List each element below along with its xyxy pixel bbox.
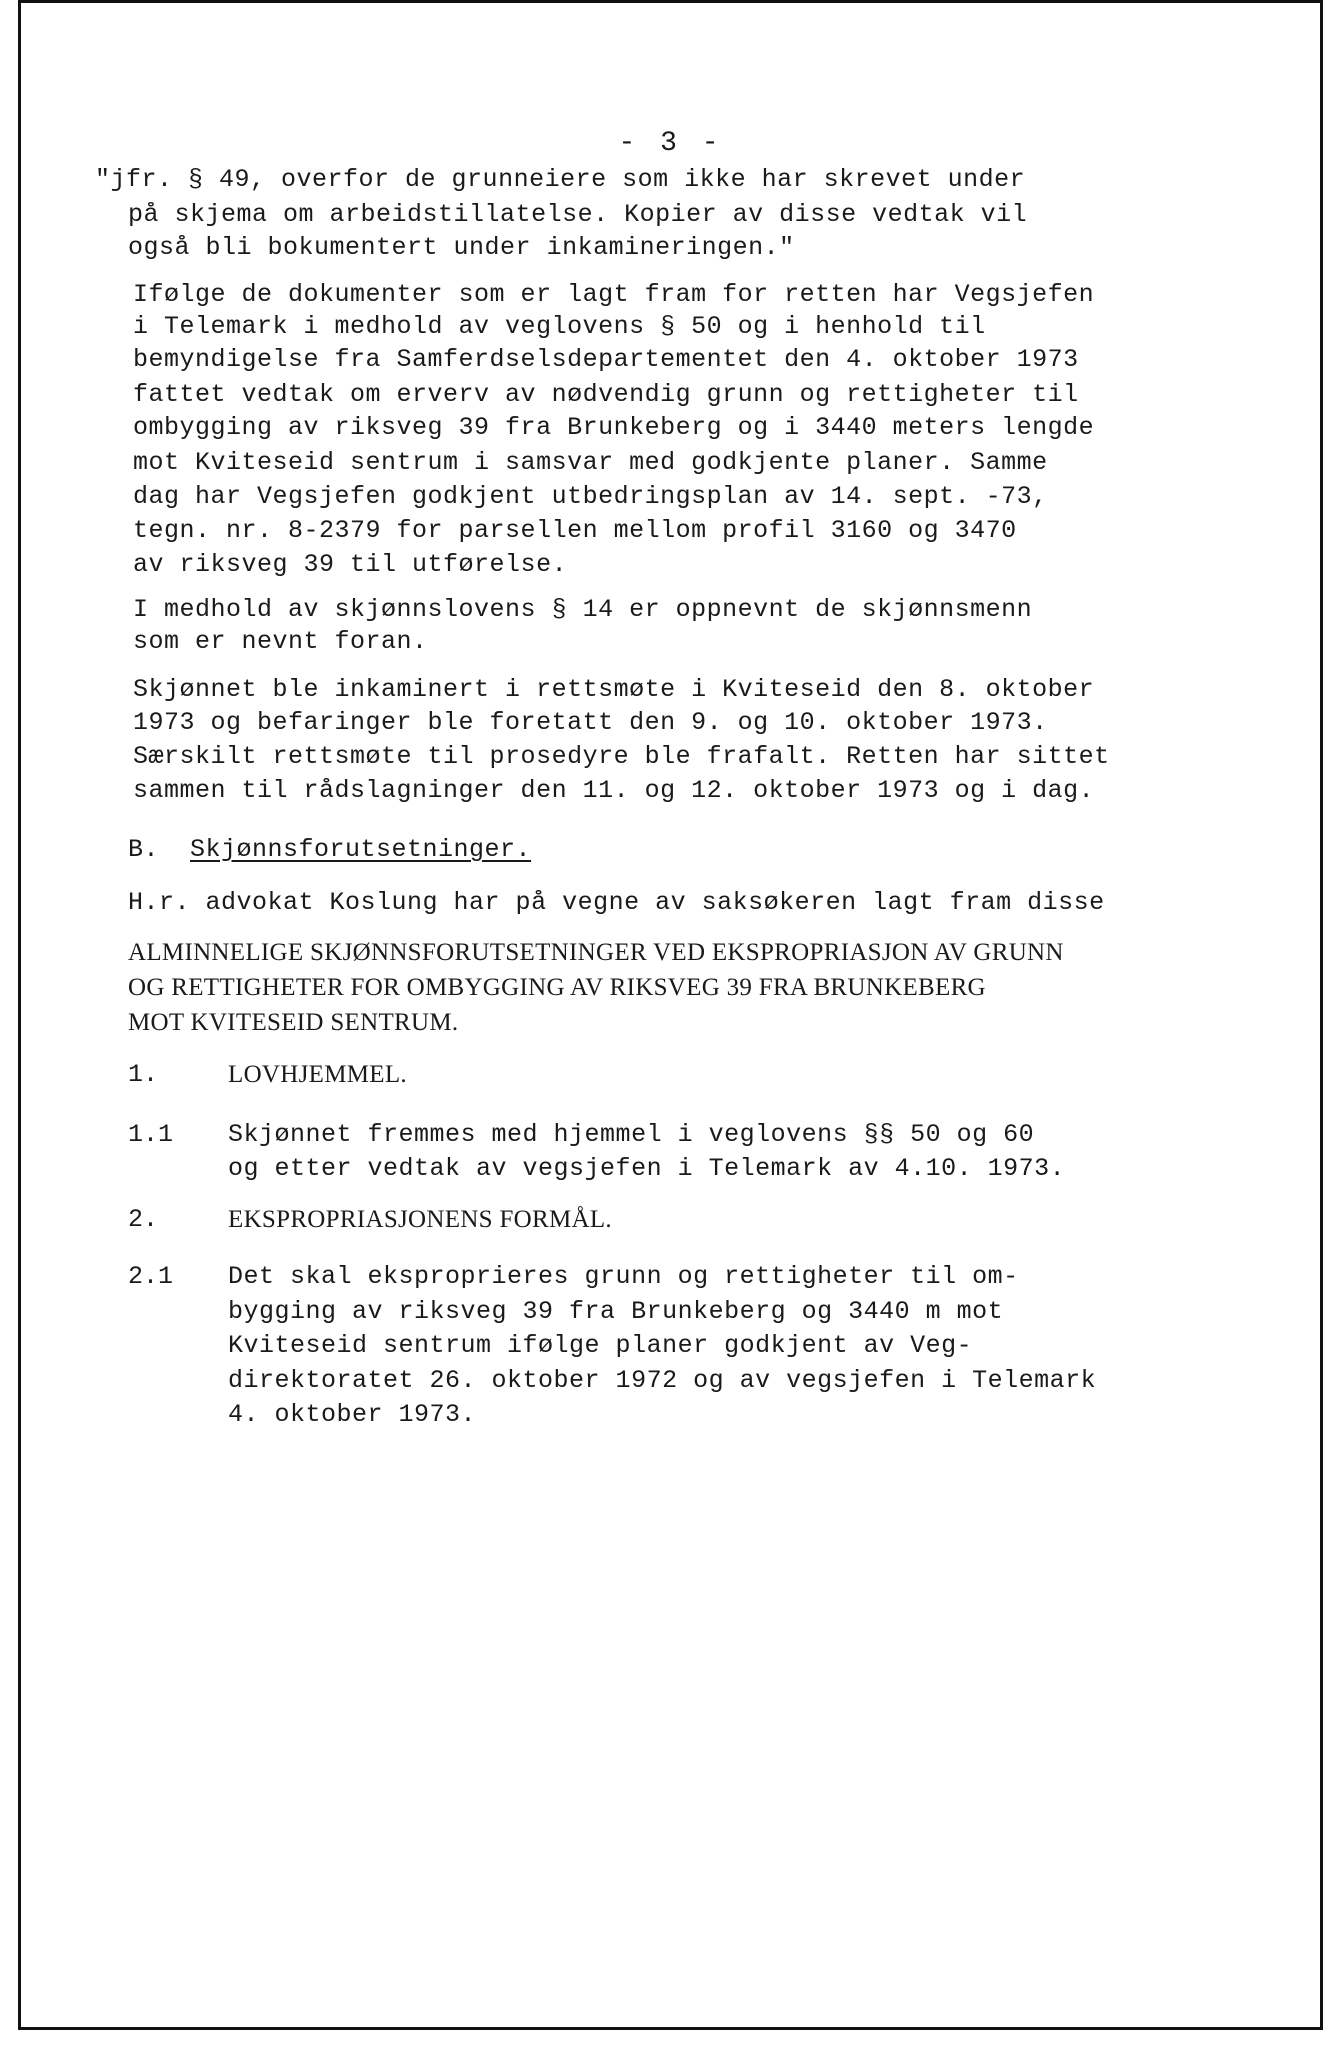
- item-2-1-line-3: Kviteseid sentrum ifølge planer godkjent av Veg-: [228, 1331, 973, 1360]
- item-1-heading: LOVHJEMMEL.: [228, 1061, 407, 1088]
- item-2-1-number: 2.1: [128, 1262, 174, 1291]
- paragraph-3-line-1: Skjønnet ble inkaminert i rettsmøte i Kviteseid den 8. oktober: [133, 675, 1095, 704]
- item-2-1-line-4: direktoratet 26. oktober 1972 og av vegsjefen i Telemark: [228, 1366, 1097, 1395]
- item-2-heading: EKSPROPRIASJONENS FORMÅL.: [228, 1206, 612, 1233]
- paragraph-2-line-2: som er nevnt foran.: [133, 627, 428, 656]
- item-2-1-line-5: 4. oktober 1973.: [228, 1400, 477, 1429]
- quote-line-2: på skjema om arbeidstillatelse. Kopier av disse vedtak vil: [128, 200, 1028, 229]
- item-1-1-line-2: og etter vedtak av vegsjefen i Telemark av 4.10. 1973.: [228, 1154, 1066, 1183]
- paragraph-1-line-9: av riksveg 39 til utførelse.: [133, 550, 568, 579]
- paragraph-1-line-4: fattet vedtak om erverv av nødvendig grunn og rettigheter til: [133, 380, 1079, 409]
- paragraph-3-line-4: sammen til rådslagninger den 11. og 12. oktober 1973 og i dag.: [133, 776, 1095, 805]
- paragraph-3-line-2: 1973 og befaringer ble foretatt den 9. og 10. oktober 1973.: [133, 708, 1048, 737]
- item-1-number: 1.: [128, 1060, 159, 1089]
- paragraph-1-line-8: tegn. nr. 8-2379 for parsellen mellom profil 3160 og 3470: [133, 516, 1017, 545]
- paragraph-1-line-6: mot Kviteseid sentrum i samsvar med godkjente planer. Samme: [133, 448, 1048, 477]
- caps-heading-line-2: OG RETTIGHETER FOR OMBYGGING AV RIKSVEG 39 FRA BRUNKEBERG: [128, 974, 986, 1001]
- paragraph-1-line-1: Ifølge de dokumenter som er lagt fram for retten har Vegsjefen: [133, 280, 1095, 309]
- section-b-title: Skjønnsforutsetninger.: [190, 835, 532, 864]
- paragraph-1-line-7: dag har Vegsjefen godkjent utbedringsplan av 14. sept. -73,: [133, 482, 1048, 511]
- item-2-number: 2.: [128, 1205, 159, 1234]
- item-1-1-number: 1.1: [128, 1120, 174, 1149]
- paragraph-3-line-3: Særskilt rettsmøte til prosedyre ble frafalt. Retten har sittet: [133, 742, 1110, 771]
- item-1-1-line-1: Skjønnet fremmes med hjemmel i veglovens §§ 50 og 60: [228, 1120, 1035, 1149]
- quote-line-1: "jfr. § 49, overfor de grunneiere som ikke har skrevet under: [95, 165, 1026, 194]
- paragraph-1-line-2: i Telemark i medhold av veglovens § 50 og i henhold til: [133, 312, 986, 341]
- intro-line: H.r. advokat Koslung har på vegne av saksøkeren lagt fram disse: [128, 888, 1105, 917]
- caps-heading-line-1: ALMINNELIGE SKJØNNSFORUTSETNINGER VED EKSPROPRIASJON AV GRUNN: [128, 939, 1064, 966]
- caps-heading-line-3: MOT KVITESEID SENTRUM.: [128, 1009, 459, 1036]
- paragraph-2-line-1: I medhold av skjønnslovens § 14 er oppnevnt de skjønnsmenn: [133, 595, 1033, 624]
- quote-line-3: også bli bokumentert under inkamineringen.": [128, 233, 795, 262]
- section-b-letter: B.: [128, 835, 160, 864]
- page-number: - 3 -: [618, 128, 723, 159]
- item-2-1-line-1: Det skal eksproprieres grunn og rettigheter til om-: [228, 1262, 1019, 1291]
- paragraph-1-line-3: bemyndigelse fra Samferdselsdepartementet den 4. oktober 1973: [133, 345, 1079, 374]
- paragraph-1-line-5: ombygging av riksveg 39 fra Brunkeberg og i 3440 meters lengde: [133, 413, 1095, 442]
- item-2-1-line-2: bygging av riksveg 39 fra Brunkeberg og 3440 m mot: [228, 1297, 1004, 1326]
